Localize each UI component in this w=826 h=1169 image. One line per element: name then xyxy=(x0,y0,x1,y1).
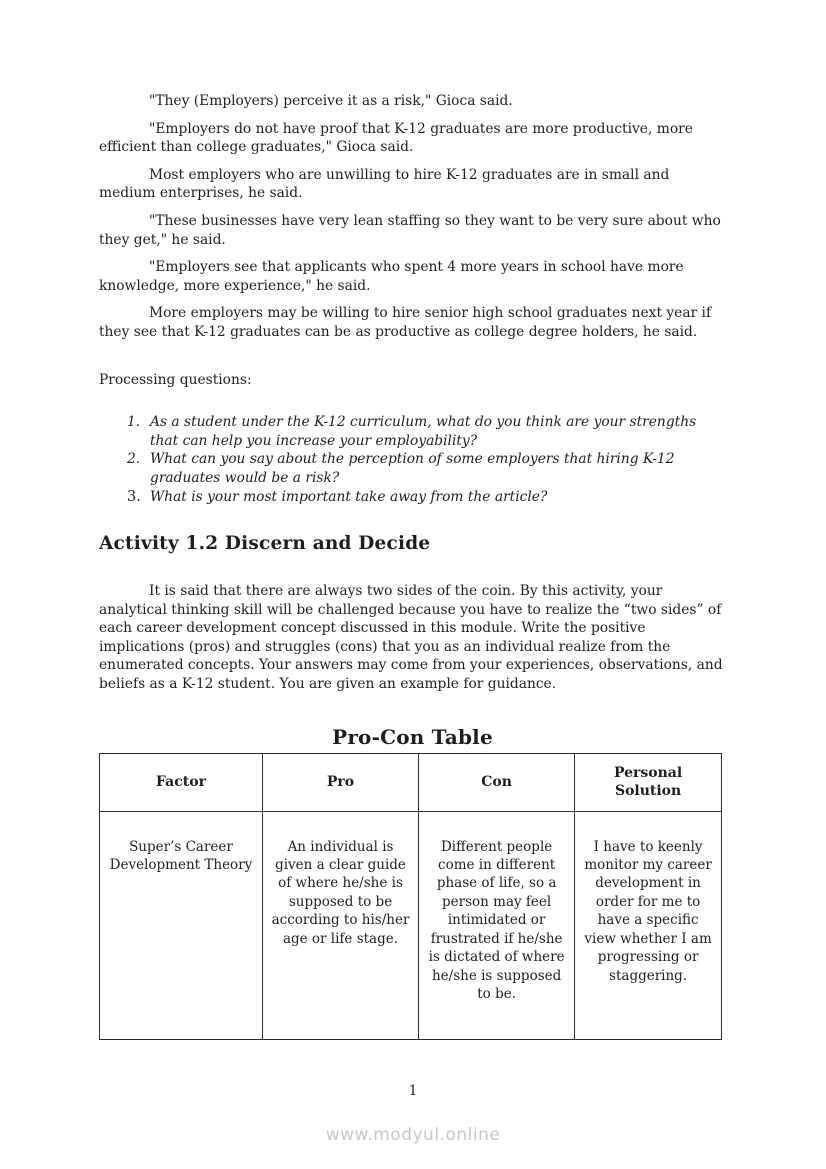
cell-factor: Super’s Career Development Theory xyxy=(100,811,263,1039)
article-paragraph: "Employers do not have proof that K-12 graduates are more productive, more efficient than college graduates," Gioca said. xyxy=(99,120,693,156)
processing-questions-label: Processing questions: xyxy=(99,371,252,388)
question-number: 3. xyxy=(127,488,141,505)
question-item xyxy=(127,450,726,487)
pro-con-table xyxy=(99,753,722,1040)
column-header-pro: Pro xyxy=(262,753,418,811)
activity-intro-paragraph: It is said that there are always two sides of the coin. By this activity, your analytical thinking skill will be challenged because you have to realize the “two sides” of each career development concept discussed in this module. Write the positive implications (pros) and struggles (cons) that you as an individual realize from the enumerated concepts. Your answers may come from your experiences, observations, and beliefs as a K-12 student. You are given an example for guidance. xyxy=(99,583,723,693)
article-paragraph: "These businesses have very lean staffing so they want to be very sure about who they get," he said. xyxy=(99,212,721,248)
column-header-personal-solution: Personal Solution xyxy=(575,753,722,811)
watermark-text: www.modyul.online xyxy=(325,1125,501,1145)
cell-pro: An individual is given a clear guide of where he/she is supposed to be according to his/her age or life stage. xyxy=(262,811,418,1039)
question-number: 2. xyxy=(127,451,141,468)
page-content xyxy=(99,92,726,1040)
activity-heading: Activity 1.2 Discern and Decide xyxy=(99,533,431,555)
question-text: As a student under the K-12 curriculum, what do you think are your strengths that can help you increase your employability? xyxy=(150,414,697,449)
processing-questions-list xyxy=(99,413,726,506)
cell-personal-solution: I have to keenly monitor my career development in order for me to have a specific view whether I am progressing or staggering. xyxy=(575,811,722,1039)
column-header-factor: Factor xyxy=(100,753,263,811)
question-item xyxy=(127,488,726,507)
table-row xyxy=(100,811,722,1039)
cell-con: Different people come in different phase of life, so a person may feel intimidated or frustrated if he/she is dictated of where he/she is supposed to be. xyxy=(419,811,575,1039)
article-paragraph: More employers may be willing to hire senior high school graduates next year if they see that K-12 graduates can be as productive as college degree holders, he said. xyxy=(99,305,712,340)
article-paragraph: Most employers who are unwilling to hire K-12 graduates are in small and medium enterprises, he said. xyxy=(99,166,670,202)
table-header-row xyxy=(100,753,722,811)
question-item xyxy=(127,413,726,450)
article-paragraph: "They (Employers) perceive it as a risk," Gioca said. xyxy=(149,93,513,109)
pro-con-table-title: Pro-Con Table xyxy=(332,724,493,749)
column-header-con: Con xyxy=(419,753,575,811)
page-number: 1 xyxy=(408,1083,418,1099)
question-text: What is your most important take away from the article? xyxy=(150,488,548,505)
article-paragraph: "Employers see that applicants who spent 4 more years in school have more knowledge, more experience," he said. xyxy=(99,259,684,294)
question-text: What can you say about the perception of some employers that hiring K-12 graduates would be a risk? xyxy=(150,451,675,486)
question-number: 1. xyxy=(127,414,141,431)
